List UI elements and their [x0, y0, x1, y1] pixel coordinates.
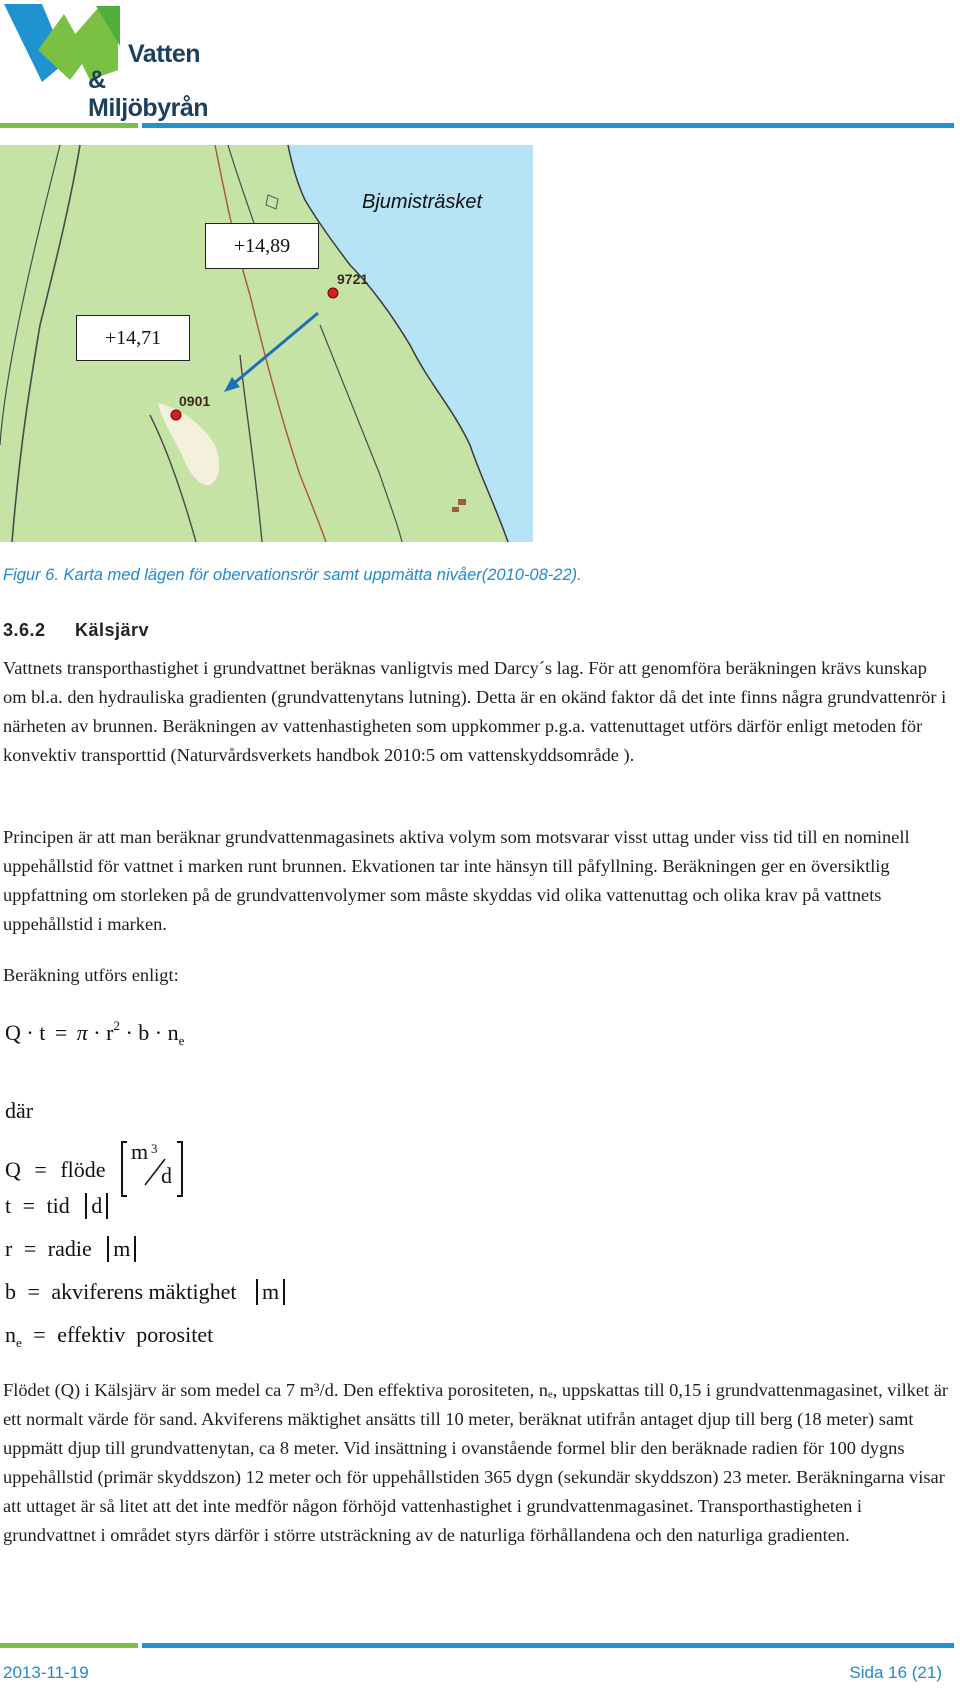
- well-point-9721: [328, 288, 338, 298]
- paragraph-results: Flödet (Q) i Kälsjärv är som medel ca 7 m³/d. Den effektiva porositeten, nₑ, uppskattas till 0,15 i grundvattenmagasinet, vilket är ett normalt värde för sand. Akviferens mäktighet ansätts till 10 meter, beräknat utifrån antaget djup till berg (18 meter) samt uppmätt djup till grundvattenytan, ca 8 meter. Vid insättning i ovanstående formel blir den beräknade radien för 100 dygns uppehållstid (primär skyddszon) 12 meter och för uppehållstiden 365 dygn (sekundär skyddszon) 23 meter. Beräkningarna visar att uttaget är så litet att det inte medför någon förhöjd vattenhastighet i grundvattenmagasinet. Transporthastigheten i grundvattnet i området styrs därför i större utsträckning av de naturliga förhållandena och den naturliga gradienten.: [3, 1380, 949, 1545]
- footer-page-number: Sida 16 (21): [849, 1663, 942, 1682]
- logo-text-line2: & Miljöbyrån: [88, 66, 209, 122]
- well-label-9721: 9721: [337, 271, 369, 287]
- map-figure: [0, 145, 533, 542]
- paragraph-darcy: Vattnets transporthastighet i grundvattnet beräknas vanligtvis med Darcy´s lag. För att genomföra beräkningen krävs kunskap om bl.a. den hydrauliska gradienten (grundvattenytans lutning). Detta är en okänd faktor då det inte finns några grundvattenrör i närheten av brunnen. Beräkningen av vattenhastigheten som uppkommer p.g.a. vattenuttaget utförs därför enligt metoden för konvektiv transporttid (Naturvårdsverkets handbok 2010:5 om vattenskyddsområde ).: [3, 658, 947, 765]
- water-level-box-0901: +14,71: [76, 315, 190, 361]
- main-formula: $Q \cdot t = \pi \cdot r^2 \cdot b \cdot n_e$: [5, 1018, 185, 1048]
- lake-name-label: Bjumisträsket: [362, 191, 483, 213]
- company-logo: [0, 0, 220, 122]
- header-rule-green: [0, 123, 138, 128]
- definition-time: t = tid d: [5, 1193, 108, 1219]
- footer-date: 2013-11-19: [3, 1663, 89, 1682]
- footer-rule-green: [0, 1643, 138, 1648]
- water-level-box-9721: +14,89: [205, 223, 319, 269]
- well-point-0901: [171, 410, 181, 420]
- section-heading: [3, 620, 149, 641]
- well-label-0901: 0901: [179, 393, 211, 409]
- definition-thickness: b = akviferens mäktighet m: [5, 1279, 285, 1305]
- where-label: där: [5, 1098, 34, 1123]
- definition-porosity: $n_e$ = effektiv porositet: [5, 1322, 214, 1350]
- paragraph-principle: Principen är att man beräknar grundvattenmagasinets aktiva volym som motsvarar visst uttag under viss tid till en nominell uppehållstid för vattnet i marken runt brunnen. Ekvationen tar inte hänsyn till påfyllning. Beräkningen ger en översiktlig uppfattning om storleken på de grundvattenvolymer som måste skyddas vid olika vattenuttag och olika krav på vattnets uppehållstid i marken.: [3, 827, 910, 934]
- logo-text-line1: Vatten: [128, 40, 201, 68]
- figure-caption: Figur 6. Karta med lägen för obervationsrör samt uppmätta nivåer(2010-08-22).: [3, 566, 582, 584]
- definition-radius: r = radie m: [5, 1236, 136, 1262]
- definition-flow: Q = flöde m 3 d: [5, 1145, 187, 1195]
- header-rule-blue: [142, 123, 954, 128]
- section-title: Kälsjärv: [75, 620, 150, 640]
- section-number: 3.6.2: [3, 620, 46, 640]
- flow-unit: m 3 d: [121, 1145, 187, 1195]
- paragraph-calc-intro: Beräkning utförs enligt:: [3, 965, 179, 985]
- footer-rule-blue: [142, 1643, 954, 1648]
